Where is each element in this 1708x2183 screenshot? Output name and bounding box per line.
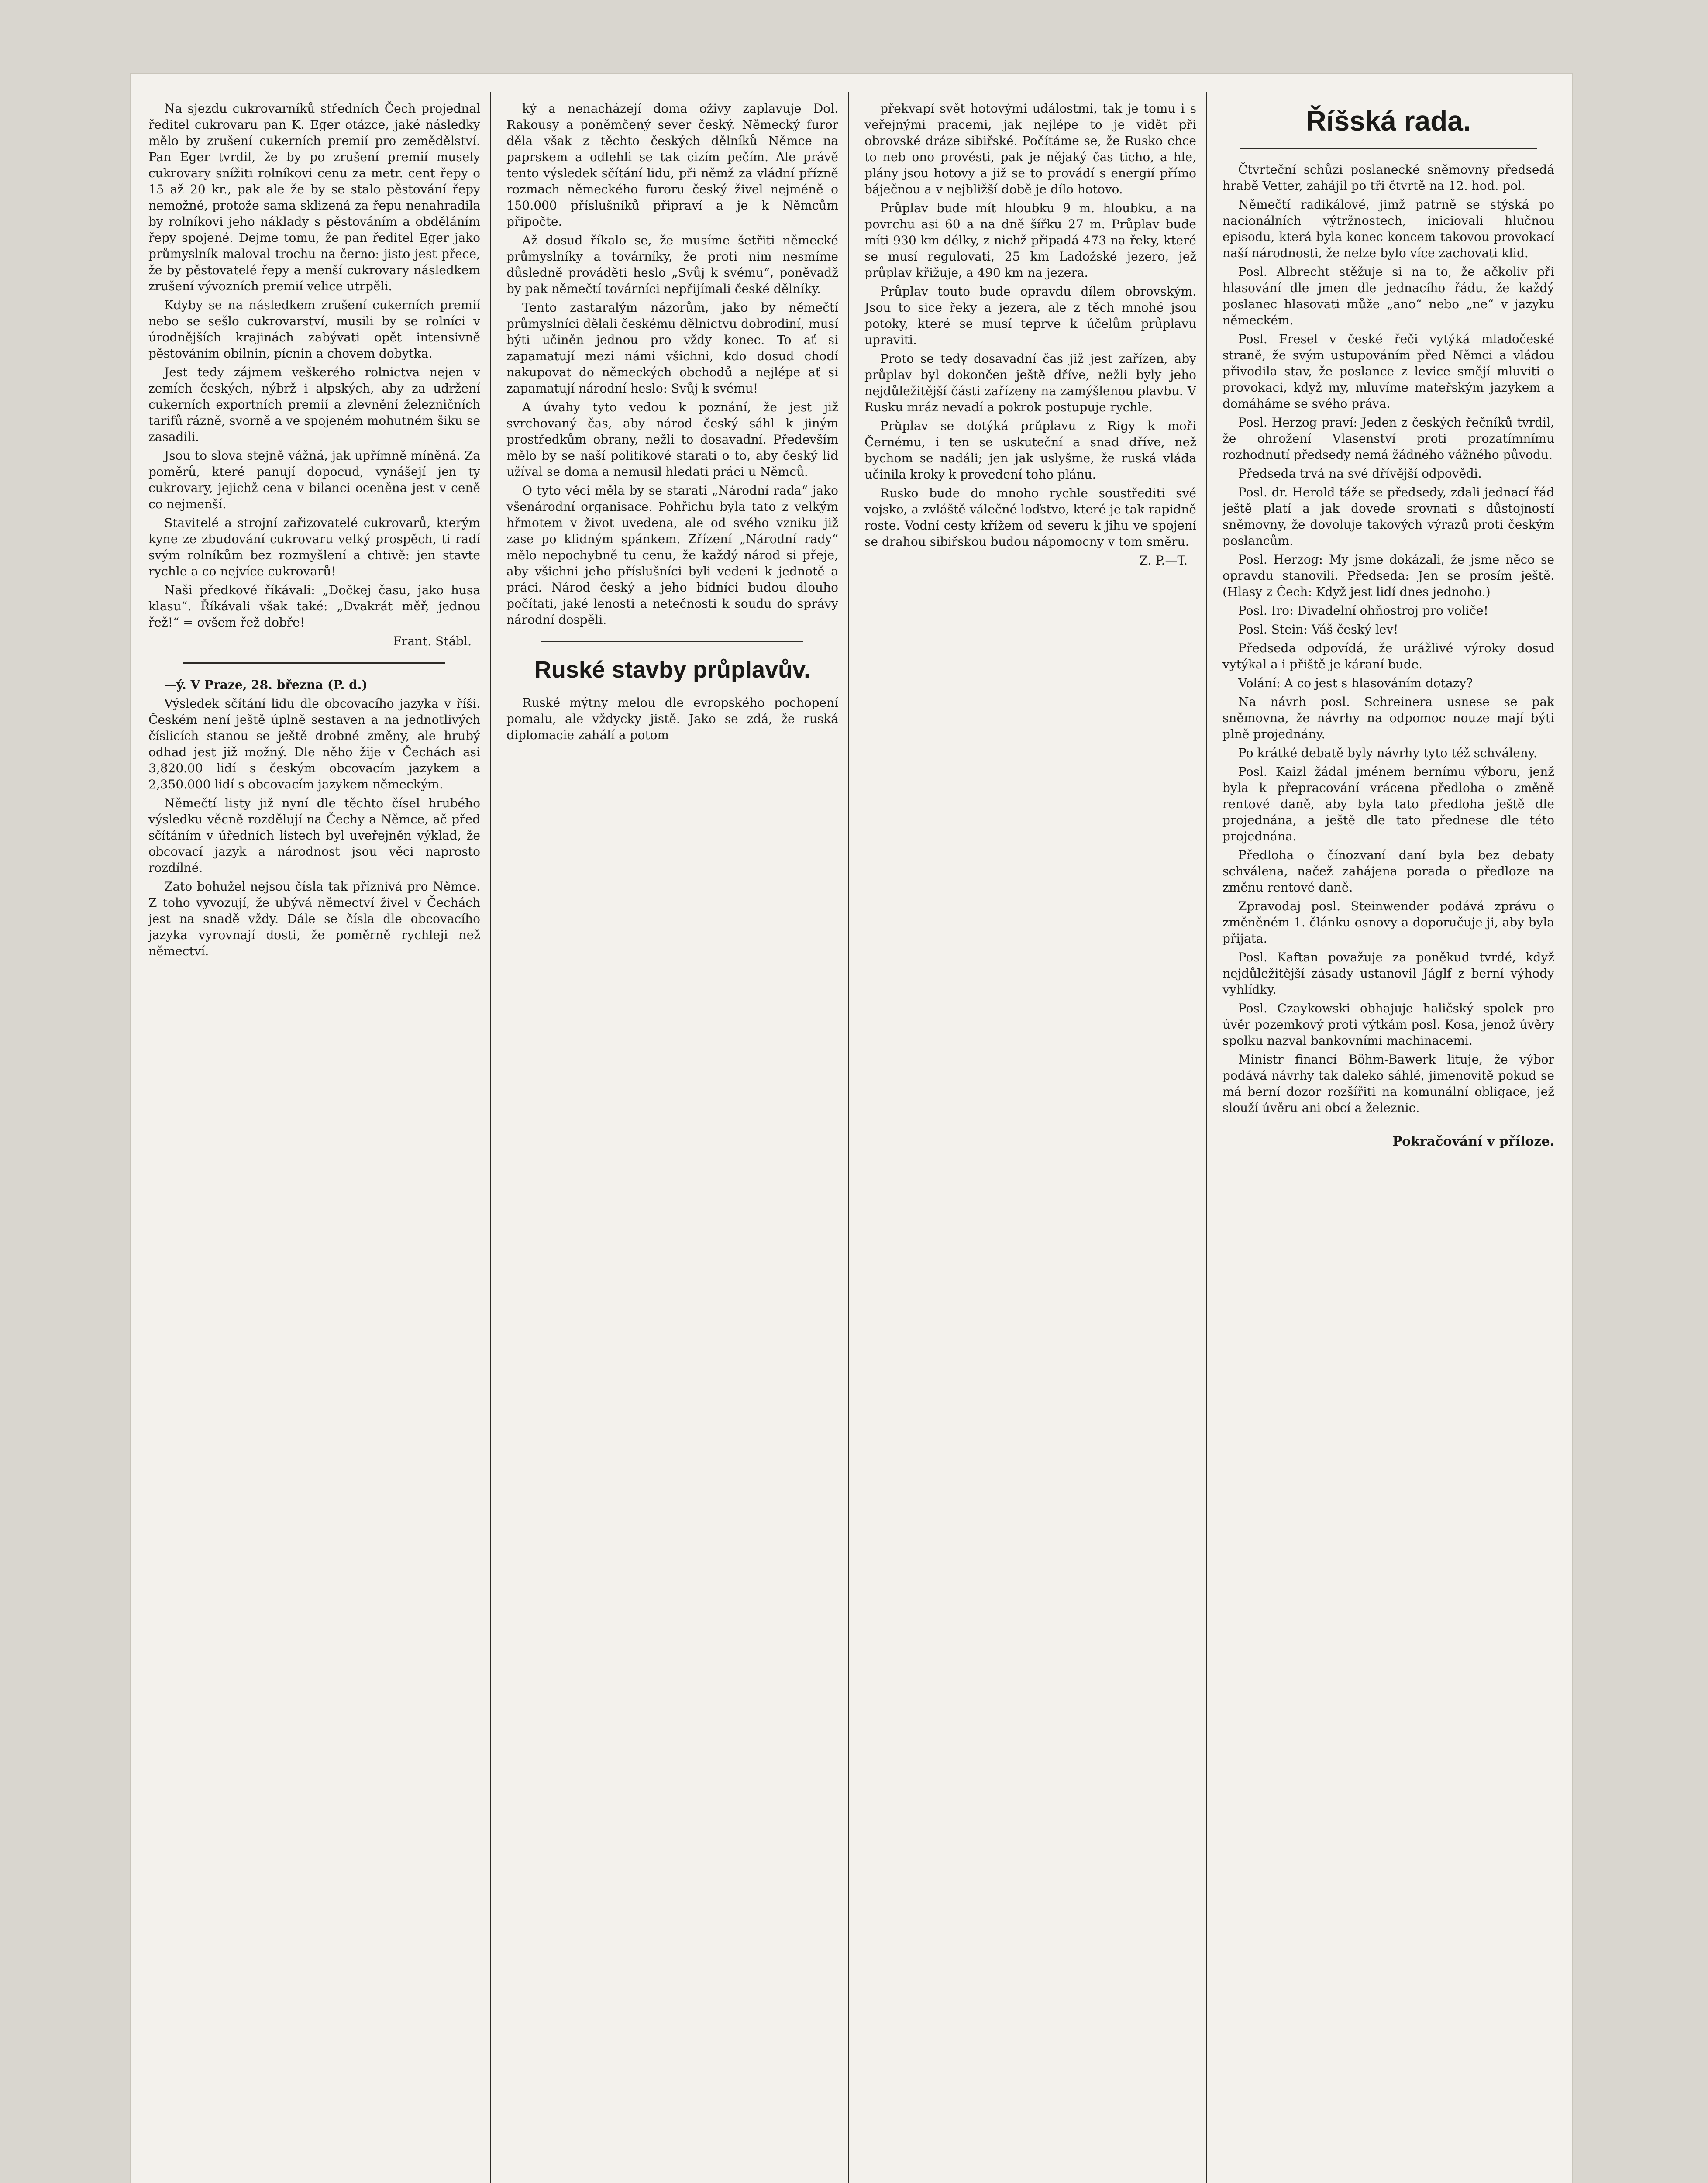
column-rule bbox=[490, 92, 491, 2183]
article-paragraph: Průplav se dotýká průplavu z Rigy k moři Černému, i ten se uskuteční a snad dříve, než bychom se nadáli; jen jak uslyšme, že ruská vláda učinila kroky k provedení toho plánu. bbox=[864, 419, 1196, 482]
article-paragraph: O tyto věci měla by se starati „Národní rada“ jako všenárodní organisace. Pohřichu byla tato z velkým hřmotem v život uvedena, ale od svého vzniku již zase po klidným spánkem. Zřízení „Národní rady“ mělo nepochybně tu cenu, že každý národ si přeje, aby všichni jeho příslušníci byli vedeni k jednotě a práci. Národ český a jeho bídníci budou dlouho počítati, jaké lenosti a netečnosti k soudu do správy národní dospěli. bbox=[506, 483, 838, 627]
article-paragraph: Jsou to slova stejně vážná, jak upřímně míněná. Za poměrů, které panují dopoсud, vynášejí jen ty cukrovary, jejichž cena v bilanci oceněna jest v ceně co nejmenší. bbox=[148, 448, 480, 511]
article-paragraph: Volání: A co jest s hlasováním dotazy? bbox=[1238, 676, 1473, 690]
article-signature: Frant. Stábl. bbox=[393, 634, 472, 648]
article-paragraph: Na sjezdu cukrovarníků středních Čech projednal ředitel cukrovaru pan K. Eger otázce, jaké následky mělo by zrušení cukerních premií pro zemědělství. Pan Eger tvrdil, že by po zrušení premií musely cukrovary snížiti rolníkovi cenu za metr. cent řepy o 15 až 20 kr., pak ale že by se stalo pěstování řepy nemožné, protože sama sklizená za řepu nenahradila by rolníkovi jeho náklady s pěstováním a obděláním řepy spojené. Dejme tomu, že pan ředitel Eger jako průmyslník maloval trochu na černo: jisto jest přece, že by pěstovatelé řepy a menší cukrovary následkem zrušení vývozních premií velice utrpěli. bbox=[148, 101, 480, 293]
column-1 bbox=[148, 100, 480, 2183]
article-paragraph: Až dosud říkalo se, že musíme šetřiti německé průmyslníky a továrníky, že proti nim nesmíme důsledně prováděti heslo „Svůj k svému“, poněvadž by pak němečtí továrníci nepřijímali české dělníky. bbox=[506, 233, 838, 296]
section-heading: Říšská rada. bbox=[1306, 105, 1471, 137]
column-4 bbox=[1222, 100, 1554, 2183]
article-paragraph: Předseda trvá na své dřívější odpovědi. bbox=[1238, 466, 1482, 481]
article-paragraph: Výsledek sčítání lidu dle obcovacího jazyka v říši. Českém není ještě úplně sestaven a na jednotlivých číslicích stanou se ještě drobné změny, ale hrubý odhad jest již možný. Dle něho žije v Čechách asi 3,820.00 lidí s českým obcovacím jazykem a 2,350.000 lidí s obcovacím jazykem německým. bbox=[148, 696, 480, 792]
article-paragraph: Posl. Herzog: My jsme dokázali, že jsme něco se opravdu stanovili. Předseda: Jen se prosím ještě. (Hlasy z Čech: Když jest lidí dnes jednoho.) bbox=[1222, 552, 1554, 599]
column-rule bbox=[1206, 92, 1207, 2183]
column-rule bbox=[848, 92, 849, 2183]
article-paragraph: Ruské mýtny melou dle evropského pochopení pomalu, ale vždycky jistě. Jako se zdá, že ruská diplomacie zahálí a potom bbox=[506, 696, 838, 742]
article-paragraph: A úvahy tyto vedou k poznání, že jest již svrchovaný čas, aby národ český sáhl k jiným prostředkům obrany, nežli to dosavadní. Především mělo by se naší politikové starati o to, aby český lid užíval se doma a nemusil hledati práci u Němců. bbox=[506, 400, 838, 479]
article-paragraph: Posl. Albrecht stěžuje si na to, že ačkoliv při hlasování dle jmen dle jednacího řádu, že každý poslanec hlasovati může „ano“ nebo „ne“ v jazyku německém. bbox=[1222, 265, 1554, 327]
article-separator bbox=[183, 662, 445, 664]
article-paragraph: Předseda odpovídá, že urážlivé výroky dosud vytýkal a i přiště je káraní bude. bbox=[1222, 641, 1554, 671]
article-paragraph: Posl. Kaftan považuje za poněkud tvrdé, když nejdůležitější zásady ustanovil Jáglf z berní výhody vyhlídky. bbox=[1222, 950, 1554, 997]
article-paragraph: Posl. Fresel v české řeči vytýká mladočeské straně, že svým ustupováním před Němci a vládou přivodila stav, že poslance z levice smějí mluviti o provokaci, když my, mluvíme mateřským jazykem a domáháme se svého práva. bbox=[1222, 332, 1554, 411]
article-paragraph: Posl. dr. Herold táže se předsedy, zdali jednací řád ještě platí a jak dovede srovnati s důstojností sněmovny, že dovoluje takových výrazů proti českým poslancům. bbox=[1222, 485, 1554, 548]
article-paragraph: Ministr financí Böhm-Bawerk lituje, že výbor podává návrhy tak daleko sáhlé, jimenovitě pokud se má berní dozor rozšířiti na komunální obligace, jež slouží úvěru ani obcí a železnic. bbox=[1222, 1052, 1554, 1115]
article-separator bbox=[541, 641, 803, 642]
article-paragraph: Na návrh posl. Schreinera usnese se pak sněmovna, že návrhy na odpomoc nouze mají býti plně projednány. bbox=[1222, 695, 1554, 741]
article-paragraph: Jest tedy zájmem veškerého rolnictva nejen v zemích českých, nýbrž i alpských, aby za udržení cukerních exportních premií a zlevnění železničních tarifů rázně, svorně a ve spojeném mohutném šiku se zasadili. bbox=[148, 365, 480, 444]
article-paragraph: ký a nenacházejí doma oživy zaplavuje Dol. Rakousy a poněmčený sever český. Německý furor děla však z těchto českých dělníků Němce na paprskem a odlehli se tak cizím pečím. Ale právě tento výsledek sčítání lidu, při němž za vládní přízně rozmach německého furoru český živel nejméně o 150.000 příslušníků připraví a je k Němcům připočte. bbox=[506, 101, 838, 229]
article-signature: Z. P.—T. bbox=[1139, 553, 1188, 568]
article-paragraph: Němečtí radikálové, jimž patrně se stýská po nacionálních výtržnostech, iniciovali hlučnou episodu, která byla konec koncem takovou provokací naší národnosti, že nelze bylo více zachovati klid. bbox=[1222, 197, 1554, 260]
article-heading: Ruské stavby průplavův. bbox=[534, 657, 811, 683]
article-paragraph: Zato bohužel nejsou čísla tak příznivá pro Němce. Z toho vyvozují, že ubývá němectví živel v Čechách jest na snadě vždy. Dále se čísla dle obcovacího jazyka vyrovnají dosti, že poměrně rychleji než němectví. bbox=[148, 879, 480, 958]
article-paragraph: Stavitelé a strojní zařizovatelé cukrovarů, kterým kyne ze zbudování cukrovaru velký prospěch, ti radí svým rolníkům bez rozmyšlení a chtivě: jen stavte rychle a co nejvíce cukrovarů! bbox=[148, 516, 480, 578]
newspaper-page bbox=[131, 74, 1572, 2183]
article-paragraph: Čtvrteční schůzi poslanecké sněmovny předsedá hrabě Vetter, zahájil po tři čtvrtě na 12. hod. pol. bbox=[1222, 162, 1554, 193]
column-3 bbox=[864, 100, 1196, 2183]
article-paragraph: Proto se tedy dosavadní čas již jest zařízen, aby průplav byl dokončen ještě dříve, nežli byly jeho nejdůležitější části zařízeny na zamýšlenou plavbu. V Rusku mráz nevadí a pokrok postupuje rychle. bbox=[864, 351, 1196, 414]
article-paragraph: Posl. Czaykowski obhajuje haličský spolek pro úvěr pozemkový proti výtkám posl. Kosa, jenož úvěry spolku nazval bankovními machinacemi. bbox=[1222, 1001, 1554, 1048]
article-paragraph: Posl. Iro: Divadelní ohňostroj pro voliče! bbox=[1238, 603, 1488, 618]
article-paragraph: Naši předkové říkávali: „Dočkej času, jako husa klasu“. Říkávali však také: „Dvakrát měř, jednou řež!“ = ovšem řež dobře! bbox=[148, 583, 480, 630]
article-paragraph: Průplav touto bude opravdu dílem obrovským. Jsou to sice řeky a jezera, ale z těch mnohé jsou potoky, které se musí teprve k účelům průplavu upraviti. bbox=[864, 284, 1196, 347]
article-paragraph: Posl. Kaizl žádal jménem bernímu výboru, jenž byla k přepracování vrácena předloha o změně rentové daně, aby byla tato předloha ještě dle projednána, a ještě dle tato přednese dle této projednána. bbox=[1222, 764, 1554, 844]
article-paragraph: překvapí svět hotovými událostmi, tak je tomu i s veřejnými pracemi, jak nejlépe to je vidět při obrovské dráze sibiřské. Počítáme se, že Rusko chce to neb ono provésti, pak je nějaký čas ticho, a hle, plány jsou hotovy a již se to provádí s energií přímo báječnou a v nejbližší době je dílo hotovo. bbox=[864, 101, 1196, 196]
column-2 bbox=[506, 100, 838, 2183]
article-paragraph: Tento zastaralým názorům, jako by němečtí průmyslníci dělali českému dělnictvu dobrodiní, musí býti učiněn jednou pro vždy konec. To ať si zapamatují mezi námi všichni, kdo dosud chodí nakupovat do německých obchodů a nejlépe ať si zapamatují národní heslo: Svůj k svému! bbox=[506, 300, 838, 396]
article-paragraph: Posl. Stein: Váš český lev! bbox=[1238, 622, 1398, 637]
article-paragraph: Průplav bude mít hloubku 9 m. hloubku, a na povrchu asi 60 a na dně šířku 27 m. Průplav bude míti 930 km délky, z nichž připadá 473 na řeky, které se musí regulovati, 25 km Ladožské jezero, jež průplav křižuje, a 490 km na jezera. bbox=[864, 201, 1196, 280]
article-paragraph: Němečtí listy již nyní dle těchto čísel hrubého výsledku věcně rozdělují na Čechy a Němce, ač před sčítáním v úředních listech byl uveřejněn výklad, že obcovací jazyk a národnost jsou věci naprosto rozdílné. bbox=[148, 796, 480, 875]
article-paragraph: Rusko bude do mnoho rychle soustřediti své vojsko, a zvláště válečné loďstvo, které je tak rapidně roste. Vodní cesty křížem od severu k jihu ve spojení se drahou sibiřskou budou nápomocny v tom směru. bbox=[864, 486, 1196, 549]
article-paragraph: Předloha o čínozvaní daní byla bez debaty schválena, načež zahájena porada o předloze na změnu rentové daně. bbox=[1222, 848, 1554, 895]
article-paragraph: Kdyby se na následkem zrušení cukerních premií nebo se sešlo cukrovarství, musili by se rolníci v úrodnějších krajinách zabývati opět intensivně pěstováním obilnin, pícnin a chovem dobytka. bbox=[148, 298, 480, 361]
continuation-note: Pokračování v příloze. bbox=[1392, 1134, 1554, 1149]
article-paragraph: Po krátké debatě byly návrhy tyto též schváleny. bbox=[1238, 746, 1537, 760]
article-paragraph: Zpravodaj posl. Steinwender podává zprávu o změněném 1. článku osnovy a doporučuje ji, aby byla přijata. bbox=[1222, 899, 1554, 946]
heading-rule bbox=[1240, 148, 1537, 149]
article-paragraph: Posl. Herzog praví: Jeden z českých řečníků tvrdil, že ohrožení Vlasenství proti prozatímnímu rozhodnutí předsedy nemá žádného vážného původu. bbox=[1222, 415, 1554, 462]
article-dateline: —ý. V Praze, 28. března (P. d.) bbox=[164, 678, 368, 692]
